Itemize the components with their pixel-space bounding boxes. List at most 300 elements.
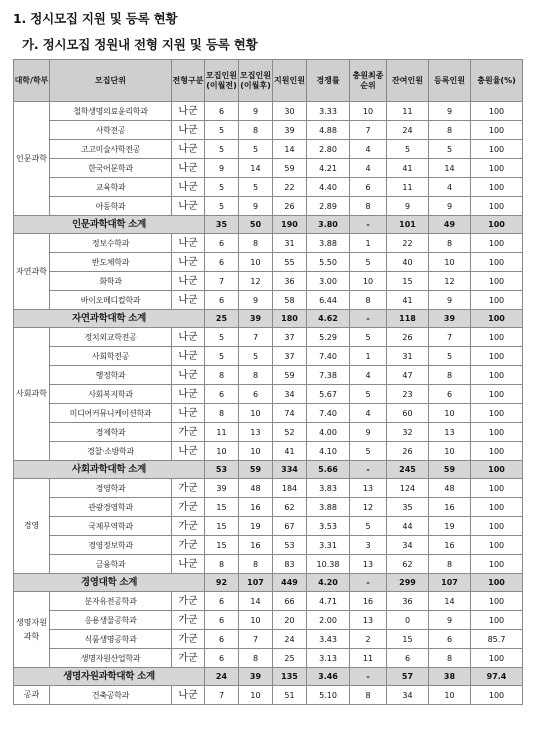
subtotal-row [14,574,523,592]
college-name: 공과 [14,686,50,705]
subtotal-value: - [350,216,387,234]
applicants: 74 [273,404,307,423]
quota-before: 7 [205,272,239,291]
dept-name: 철학생명의료윤리학과 [50,102,172,121]
remaining: 32 [387,423,429,442]
registered: 10 [429,442,471,461]
track: 나군 [172,253,205,272]
table-row [14,347,523,366]
quota-after: 9 [239,197,273,216]
remaining: 124 [387,479,429,498]
subtotal-value: - [350,461,387,479]
table-row [14,140,523,159]
subtotal-value: 92 [205,574,239,592]
dept-name: 응용생물공학과 [50,611,172,630]
college-name: 인문과학 [14,102,50,216]
remaining: 11 [387,178,429,197]
registered: 5 [429,347,471,366]
header-cell: 모집인원(이월후) [239,60,273,102]
registered: 12 [429,272,471,291]
quota-after: 16 [239,498,273,517]
competition-rate: 3.31 [307,536,350,555]
table-row [14,159,523,178]
subtotal-value: 100 [471,310,523,328]
dept-name: 정보수학과 [50,234,172,253]
table-row [14,234,523,253]
registered: 19 [429,517,471,536]
final-rank: 1 [350,347,387,366]
fill-rate: 100 [471,404,523,423]
quota-after: 9 [239,102,273,121]
dept-name: 사회복지학과 [50,385,172,404]
applicants: 25 [273,649,307,668]
competition-rate: 3.83 [307,479,350,498]
admission-table [13,59,523,705]
subtotal-value: 49 [429,216,471,234]
subtotal-row [14,216,523,234]
remaining: 22 [387,234,429,253]
quota-after: 10 [239,686,273,705]
applicants: 55 [273,253,307,272]
track: 나군 [172,197,205,216]
track: 나군 [172,385,205,404]
remaining: 40 [387,253,429,272]
section-subtitle: 가. 정시모집 정원내 전형 지원 및 등록 현황 [22,37,258,52]
dept-name: 분자유전공학과 [50,592,172,611]
subtotal-label: 경영대학 소계 [14,574,205,592]
quota-after: 14 [239,592,273,611]
competition-rate: 5.50 [307,253,350,272]
subtotal-value: 4.62 [307,310,350,328]
track: 나군 [172,140,205,159]
quota-before: 5 [205,197,239,216]
dept-name: 경찰·소방학과 [50,442,172,461]
quota-after: 8 [239,555,273,574]
final-rank: 12 [350,498,387,517]
dept-name: 관광경영학과 [50,498,172,517]
applicants: 62 [273,498,307,517]
quota-after: 19 [239,517,273,536]
table-row [14,611,523,630]
subtotal-value: 100 [471,461,523,479]
applicants: 37 [273,328,307,347]
registered: 48 [429,479,471,498]
header-cell: 모집단위 [50,60,172,102]
remaining: 15 [387,630,429,649]
quota-before: 5 [205,140,239,159]
competition-rate: 3.33 [307,102,350,121]
dept-name: 교육학과 [50,178,172,197]
fill-rate: 100 [471,479,523,498]
competition-rate: 2.00 [307,611,350,630]
quota-after: 10 [239,611,273,630]
quota-before: 6 [205,234,239,253]
fill-rate: 100 [471,498,523,517]
track: 가군 [172,479,205,498]
quota-before: 6 [205,385,239,404]
table-row [14,686,523,705]
registered: 10 [429,253,471,272]
remaining: 6 [387,649,429,668]
registered: 10 [429,686,471,705]
fill-rate: 100 [471,592,523,611]
remaining: 62 [387,555,429,574]
final-rank: 4 [350,159,387,178]
registered: 16 [429,498,471,517]
remaining: 41 [387,291,429,310]
remaining: 15 [387,272,429,291]
remaining: 31 [387,347,429,366]
competition-rate: 4.40 [307,178,350,197]
competition-rate: 7.40 [307,404,350,423]
final-rank: 8 [350,686,387,705]
applicants: 36 [273,272,307,291]
applicants: 66 [273,592,307,611]
track: 나군 [172,366,205,385]
final-rank: 5 [350,385,387,404]
competition-rate: 7.40 [307,347,350,366]
table-row [14,121,523,140]
fill-rate: 100 [471,686,523,705]
applicants: 83 [273,555,307,574]
quota-before: 10 [205,442,239,461]
applicants: 24 [273,630,307,649]
header-cell: 모집인원(이월전) [205,60,239,102]
applicants: 34 [273,385,307,404]
subtotal-label: 사회과학대학 소계 [14,461,205,479]
final-rank: 13 [350,479,387,498]
applicants: 59 [273,366,307,385]
track: 가군 [172,649,205,668]
registered: 16 [429,536,471,555]
remaining: 44 [387,517,429,536]
applicants: 184 [273,479,307,498]
table-row [14,423,523,442]
subtotal-value: 39 [429,310,471,328]
competition-rate: 3.00 [307,272,350,291]
track: 가군 [172,536,205,555]
table-row [14,197,523,216]
remaining: 36 [387,592,429,611]
applicants: 31 [273,234,307,253]
competition-rate: 4.21 [307,159,350,178]
dept-name: 국제무역학과 [50,517,172,536]
applicants: 22 [273,178,307,197]
applicants: 58 [273,291,307,310]
quota-after: 12 [239,272,273,291]
table-row [14,536,523,555]
quota-before: 6 [205,291,239,310]
competition-rate: 4.10 [307,442,350,461]
table-header [14,60,523,102]
subtotal-row [14,310,523,328]
competition-rate: 5.10 [307,686,350,705]
registered: 8 [429,121,471,140]
quota-before: 8 [205,366,239,385]
remaining: 34 [387,686,429,705]
competition-rate: 4.88 [307,121,350,140]
fill-rate: 100 [471,253,523,272]
final-rank: 2 [350,630,387,649]
applicants: 51 [273,686,307,705]
dept-name: 아동학과 [50,197,172,216]
final-rank: 8 [350,197,387,216]
competition-rate: 3.88 [307,498,350,517]
competition-rate: 2.80 [307,140,350,159]
competition-rate: 4.00 [307,423,350,442]
fill-rate: 100 [471,121,523,140]
remaining: 60 [387,404,429,423]
quota-after: 16 [239,536,273,555]
subtotal-value: 39 [239,668,273,686]
table-row [14,555,523,574]
competition-rate: 3.13 [307,649,350,668]
college-name: 경영 [14,479,50,574]
final-rank: 7 [350,121,387,140]
table-row [14,385,523,404]
subtotal-value: - [350,668,387,686]
competition-rate: 10.38 [307,555,350,574]
fill-rate: 100 [471,536,523,555]
table-row [14,517,523,536]
fill-rate: 100 [471,649,523,668]
table-row [14,630,523,649]
competition-rate: 7.38 [307,366,350,385]
dept-name: 반도체학과 [50,253,172,272]
quota-before: 9 [205,159,239,178]
competition-rate: 2.89 [307,197,350,216]
registered: 9 [429,197,471,216]
fill-rate: 100 [471,385,523,404]
applicants: 14 [273,140,307,159]
competition-rate: 6.44 [307,291,350,310]
fill-rate: 100 [471,272,523,291]
track: 나군 [172,686,205,705]
fill-rate: 100 [471,517,523,536]
dept-name: 식품생명공학과 [50,630,172,649]
subtotal-value: 107 [239,574,273,592]
college-name: 생명자원과학 [14,592,50,668]
subtotal-value: 59 [239,461,273,479]
subtotal-value: 38 [429,668,471,686]
track: 나군 [172,328,205,347]
dept-name: 생명자원산업학과 [50,649,172,668]
applicants: 41 [273,442,307,461]
fill-rate: 100 [471,178,523,197]
quota-before: 6 [205,102,239,121]
quota-after: 8 [239,121,273,140]
fill-rate: 100 [471,423,523,442]
fill-rate: 100 [471,347,523,366]
final-rank: 9 [350,423,387,442]
quota-before: 5 [205,178,239,197]
header-cell: 등록인원 [429,60,471,102]
final-rank: 5 [350,442,387,461]
college-name: 자연과학 [14,234,50,310]
remaining: 24 [387,121,429,140]
quota-before: 15 [205,536,239,555]
quota-after: 10 [239,253,273,272]
remaining: 41 [387,159,429,178]
quota-after: 6 [239,385,273,404]
subtotal-value: 100 [471,216,523,234]
remaining: 0 [387,611,429,630]
table-row [14,253,523,272]
registered: 9 [429,291,471,310]
final-rank: 8 [350,291,387,310]
track: 나군 [172,272,205,291]
track: 나군 [172,159,205,178]
fill-rate: 100 [471,328,523,347]
final-rank: 10 [350,272,387,291]
subtotal-label: 인문과학대학 소계 [14,216,205,234]
applicants: 52 [273,423,307,442]
header-cell: 충원율(%) [471,60,523,102]
track: 가군 [172,611,205,630]
subtotal-value: 25 [205,310,239,328]
remaining: 11 [387,102,429,121]
header-cell: 충원최종순위 [350,60,387,102]
registered: 8 [429,649,471,668]
registered: 9 [429,611,471,630]
subtotal-value: 53 [205,461,239,479]
quota-after: 8 [239,366,273,385]
registered: 14 [429,592,471,611]
quota-after: 9 [239,291,273,310]
subtotal-label: 자연과학대학 소계 [14,310,205,328]
remaining: 26 [387,328,429,347]
subtotal-value: 97.4 [471,668,523,686]
subtotal-value: 24 [205,668,239,686]
remaining: 34 [387,536,429,555]
table-row [14,272,523,291]
final-rank: 13 [350,555,387,574]
subtotal-value: 190 [273,216,307,234]
registered: 10 [429,404,471,423]
track: 나군 [172,291,205,310]
dept-name: 화학과 [50,272,172,291]
final-rank: 4 [350,404,387,423]
track: 가군 [172,423,205,442]
dept-name: 금융학과 [50,555,172,574]
applicants: 67 [273,517,307,536]
quota-before: 5 [205,347,239,366]
applicants: 53 [273,536,307,555]
subtotal-value: 135 [273,668,307,686]
competition-rate: 5.29 [307,328,350,347]
final-rank: 4 [350,140,387,159]
dept-name: 경영학과 [50,479,172,498]
final-rank: 10 [350,102,387,121]
applicants: 20 [273,611,307,630]
quota-before: 6 [205,649,239,668]
fill-rate: 100 [471,197,523,216]
track: 나군 [172,347,205,366]
table-row [14,102,523,121]
final-rank: 5 [350,328,387,347]
fill-rate: 100 [471,159,523,178]
track: 가군 [172,592,205,611]
dept-name: 사회학전공 [50,347,172,366]
dept-name: 바이오메디컬학과 [50,291,172,310]
dept-name: 건축공학과 [50,686,172,705]
table-row [14,291,523,310]
header-cell: 지원인원 [273,60,307,102]
fill-rate: 100 [471,555,523,574]
dept-name: 사학전공 [50,121,172,140]
college-name: 사회과학 [14,328,50,461]
dept-name: 한국어문학과 [50,159,172,178]
registered: 8 [429,234,471,253]
table-row [14,649,523,668]
track: 나군 [172,555,205,574]
track: 나군 [172,102,205,121]
dept-name: 고고미술사학전공 [50,140,172,159]
registered: 13 [429,423,471,442]
quota-after: 10 [239,442,273,461]
quota-before: 15 [205,517,239,536]
subtotal-value: 3.80 [307,216,350,234]
subtotal-value: 57 [387,668,429,686]
quota-before: 8 [205,404,239,423]
subtotal-row [14,461,523,479]
fill-rate: 100 [471,140,523,159]
quota-after: 48 [239,479,273,498]
competition-rate: 4.71 [307,592,350,611]
final-rank: 4 [350,366,387,385]
subtotal-value: 118 [387,310,429,328]
quota-after: 7 [239,328,273,347]
final-rank: 5 [350,517,387,536]
subtotal-value: 101 [387,216,429,234]
quota-before: 5 [205,328,239,347]
quota-after: 5 [239,140,273,159]
quota-after: 13 [239,423,273,442]
table-row [14,592,523,611]
applicants: 37 [273,347,307,366]
dept-name: 경제학과 [50,423,172,442]
subtotal-value: 5.66 [307,461,350,479]
competition-rate: 5.67 [307,385,350,404]
subtotal-value: 35 [205,216,239,234]
dept-name: 정치외교학전공 [50,328,172,347]
subtotal-value: 59 [429,461,471,479]
applicants: 30 [273,102,307,121]
track: 나군 [172,234,205,253]
subtotal-value: 180 [273,310,307,328]
quota-before: 6 [205,592,239,611]
subtotal-value: 50 [239,216,273,234]
fill-rate: 100 [471,366,523,385]
registered: 6 [429,630,471,649]
quota-before: 11 [205,423,239,442]
track: 나군 [172,178,205,197]
dept-name: 행정학과 [50,366,172,385]
subtotal-value: 100 [471,574,523,592]
registered: 4 [429,178,471,197]
fill-rate: 85.7 [471,630,523,649]
quota-before: 6 [205,253,239,272]
registered: 5 [429,140,471,159]
remaining: 47 [387,366,429,385]
quota-after: 5 [239,347,273,366]
subtotal-value: - [350,310,387,328]
track: 가군 [172,498,205,517]
final-rank: 1 [350,234,387,253]
subtotal-value: 4.20 [307,574,350,592]
header-cell: 전형구분 [172,60,205,102]
subtotal-value: - [350,574,387,592]
